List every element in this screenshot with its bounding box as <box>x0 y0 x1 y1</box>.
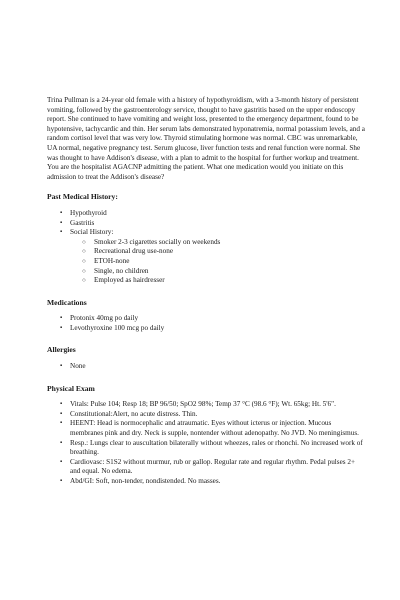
list-item <box>70 276 365 286</box>
list-item-text: Protonix 40mg po daily <box>70 314 139 323</box>
medications-list <box>47 314 365 333</box>
bullet-icon: ▪ <box>60 401 63 408</box>
list-item-text: Cardiovasc: S1S2 without murmur, rub or gallop. Regular rate and regular rhythm. Pedal pulses 2+ and equal. No edema. <box>70 457 356 476</box>
list-item <box>70 238 365 248</box>
list-item <box>47 228 365 286</box>
list-item-text: Recreational drug use-none <box>94 247 174 256</box>
physical-exam-heading: Physical Exam <box>47 383 95 393</box>
list-item <box>70 257 365 267</box>
list-item <box>70 247 365 257</box>
circle-bullet-icon: ○ <box>82 248 86 256</box>
bullet-icon: ▪ <box>60 315 63 322</box>
list-item-text: Constitutional:Alert, no acute distress. Thin. <box>70 409 198 418</box>
social-history-label: Social History: <box>70 228 114 237</box>
list-item-text: Gastritis <box>70 218 95 227</box>
list-item-text: Employed as hairdresser <box>94 276 165 285</box>
bullet-icon: ▪ <box>60 324 63 331</box>
past-medical-history-heading: Past Medical History: <box>47 192 118 202</box>
list-item-text: ETOH-none <box>94 256 130 265</box>
bullet-icon: ▪ <box>60 478 63 484</box>
list-item <box>47 410 365 420</box>
list-item <box>47 458 365 477</box>
list-item <box>47 314 365 324</box>
document-page <box>47 96 365 499</box>
list-item <box>47 362 365 372</box>
past-medical-history-list <box>47 209 365 286</box>
list-item <box>47 419 365 438</box>
circle-bullet-icon: ○ <box>82 267 86 275</box>
circle-bullet-icon: ○ <box>82 277 86 285</box>
physical-exam-list <box>47 400 365 486</box>
list-item-text: Hypothyroid <box>70 208 107 217</box>
list-item-text: Levothyroxine 100 mcg po daily <box>70 323 165 332</box>
allergies-heading: Allergies <box>47 345 76 355</box>
list-item-text: Abd/GI: Soft, non-tender, nondistended. No masses. <box>70 477 221 485</box>
social-history-list <box>70 238 365 286</box>
list-item <box>47 209 365 219</box>
bullet-icon: ▪ <box>60 439 63 446</box>
list-item-text: Smoker 2-3 cigarettes socially on weekends <box>94 237 221 246</box>
circle-bullet-icon: ○ <box>82 238 86 246</box>
bullet-icon: ▪ <box>60 458 63 465</box>
bullet-icon: ▪ <box>60 410 63 417</box>
list-item <box>47 324 365 334</box>
list-item-text: HEENT: Head is normocephalic and atraumatic. Eyes without icterus or injection. Mucous membranes pink and dry. Neck is supple, nontender without adenopathy. No JVD. No meningismus. <box>70 419 359 438</box>
list-item-text: Single, no children <box>94 266 149 275</box>
bullet-icon: ▪ <box>60 420 63 427</box>
allergies-list <box>47 362 365 372</box>
list-item <box>47 477 365 487</box>
bullet-icon: ▪ <box>60 219 63 226</box>
list-item-text: None <box>70 362 86 371</box>
case-description: Trina Pullman is a 24-year old female with a history of hypothyroidism, with a 3-month history of persistent vomiting, followed by the gastroenterology service, thought to have gastritis based on the upper endoscopy report. She continued to have vomiting and weight loss, presented to the emergency department, found to be hypotensive, tachycardic and thin. Her serum labs demonstrated hyponatremia, normal potassium levels, and a random cortisol level that was very low. Thyroid stimulating hormone was normal. CBC was unremarkable, UA normal, negative pregnancy test. Serum glucose, liver function tests and renal function were normal. She was thought to have Addison's disease, with a plan to admit to the hospital for further workup and treatment. You are the hospitalist AGACNP admitting the patient. What one medication would you initiate on this admission to treat the Addison's disease? <box>47 96 365 181</box>
list-item-text: Resp.: Lungs clear to auscultation bilaterally without wheezes, rales or rhonchi. No increased work of breathing. <box>70 438 363 457</box>
bullet-icon: ▪ <box>60 209 63 216</box>
list-item-text: Vitals: Pulse 104; Resp 18; BP 96/50; SpO2 98%; Temp 37 °C (98.6 °F); Wt. 65kg; Ht. 5'6". <box>70 400 336 409</box>
circle-bullet-icon: ○ <box>82 257 86 265</box>
bullet-icon: ▪ <box>60 363 63 370</box>
list-item <box>47 219 365 229</box>
list-item <box>47 400 365 410</box>
list-item <box>47 439 365 458</box>
bullet-icon: ▪ <box>60 229 63 236</box>
list-item <box>70 267 365 277</box>
medications-heading: Medications <box>47 297 87 307</box>
